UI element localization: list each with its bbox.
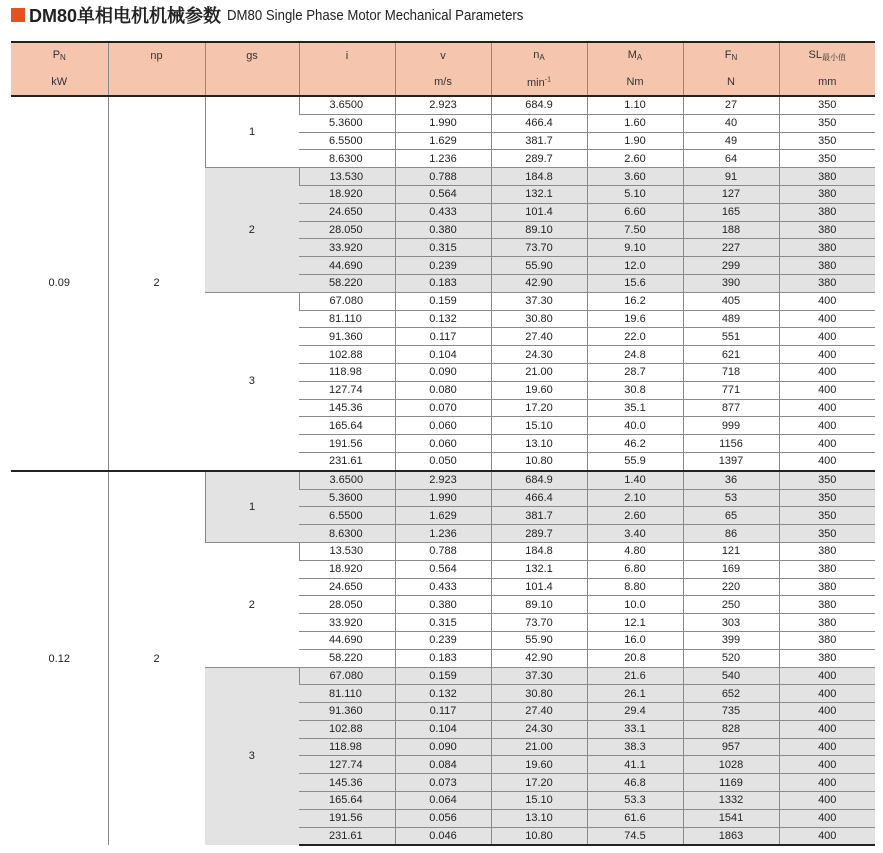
cell-sl: 400 <box>779 703 875 721</box>
cell-na: 24.30 <box>491 720 587 738</box>
cell-i: 28.050 <box>299 221 395 239</box>
cell-na: 30.80 <box>491 685 587 703</box>
cell-ma: 28.7 <box>587 363 683 381</box>
cell-ma: 16.0 <box>587 631 683 649</box>
cell-sl: 400 <box>779 417 875 435</box>
cell-fn: 65 <box>683 507 779 525</box>
cell-fn: 227 <box>683 239 779 257</box>
cell-sl: 380 <box>779 631 875 649</box>
cell-na: 184.8 <box>491 542 587 560</box>
cell-v: 0.117 <box>395 328 491 346</box>
cell-na: 73.70 <box>491 614 587 632</box>
unit-i <box>299 69 395 96</box>
cell-ma: 29.4 <box>587 703 683 721</box>
cell-i: 3.6500 <box>299 96 395 114</box>
cell-na: 466.4 <box>491 489 587 507</box>
cell-ma: 6.80 <box>587 560 683 578</box>
header-gs: gs <box>205 42 299 69</box>
unit-ma: Nm <box>587 69 683 96</box>
cell-fn: 64 <box>683 150 779 168</box>
cell-i: 33.920 <box>299 239 395 257</box>
cell-fn: 86 <box>683 525 779 543</box>
cell-i: 5.3600 <box>299 489 395 507</box>
cell-i: 231.61 <box>299 827 395 845</box>
cell-sl: 400 <box>779 827 875 845</box>
cell-v: 1.629 <box>395 132 491 150</box>
header-i: i <box>299 42 395 69</box>
cell-na: 21.00 <box>491 363 587 381</box>
cell-v: 0.239 <box>395 257 491 275</box>
cell-fn: 718 <box>683 363 779 381</box>
cell-na: 24.30 <box>491 346 587 364</box>
cell-gs: 3 <box>205 667 299 845</box>
cell-fn: 27 <box>683 96 779 114</box>
cell-i: 118.98 <box>299 363 395 381</box>
cell-sl: 350 <box>779 150 875 168</box>
cell-ma: 26.1 <box>587 685 683 703</box>
cell-v: 0.070 <box>395 399 491 417</box>
cell-sl: 380 <box>779 257 875 275</box>
cell-i: 91.360 <box>299 328 395 346</box>
cell-ma: 2.60 <box>587 507 683 525</box>
table-header <box>11 42 875 96</box>
cell-i: 165.64 <box>299 417 395 435</box>
table-row <box>11 471 875 489</box>
cell-i: 127.74 <box>299 381 395 399</box>
cell-v: 1.629 <box>395 507 491 525</box>
cell-na: 101.4 <box>491 203 587 221</box>
cell-na: 27.40 <box>491 703 587 721</box>
cell-fn: 1028 <box>683 756 779 774</box>
cell-np: 2 <box>108 96 205 471</box>
title-en: DM80 Single Phase Motor Mechanical Parameters <box>227 6 524 24</box>
cell-v: 0.056 <box>395 809 491 827</box>
cell-na: 37.30 <box>491 292 587 310</box>
cell-ma: 19.6 <box>587 310 683 328</box>
cell-i: 191.56 <box>299 435 395 453</box>
cell-na: 381.7 <box>491 507 587 525</box>
parameters-table <box>11 41 875 846</box>
cell-na: 684.9 <box>491 471 587 489</box>
cell-ma: 55.9 <box>587 452 683 470</box>
cell-fn: 169 <box>683 560 779 578</box>
cell-v: 0.090 <box>395 738 491 756</box>
cell-ma: 1.40 <box>587 471 683 489</box>
cell-sl: 400 <box>779 720 875 738</box>
cell-ma: 1.60 <box>587 114 683 132</box>
cell-ma: 46.2 <box>587 435 683 453</box>
cell-ma: 2.60 <box>587 150 683 168</box>
cell-sl: 400 <box>779 328 875 346</box>
title-marker <box>11 8 25 22</box>
cell-ma: 4.80 <box>587 542 683 560</box>
cell-na: 10.80 <box>491 452 587 470</box>
cell-fn: 771 <box>683 381 779 399</box>
cell-ma: 2.10 <box>587 489 683 507</box>
cell-sl: 380 <box>779 596 875 614</box>
unit-np <box>108 69 205 96</box>
cell-sl: 350 <box>779 471 875 489</box>
cell-v: 0.159 <box>395 292 491 310</box>
cell-pn: 0.12 <box>11 471 108 846</box>
cell-ma: 3.60 <box>587 168 683 186</box>
cell-v: 0.239 <box>395 631 491 649</box>
cell-i: 145.36 <box>299 399 395 417</box>
cell-ma: 10.0 <box>587 596 683 614</box>
cell-v: 0.104 <box>395 720 491 738</box>
cell-v: 0.788 <box>395 168 491 186</box>
cell-na: 132.1 <box>491 185 587 203</box>
cell-na: 466.4 <box>491 114 587 132</box>
cell-sl: 400 <box>779 435 875 453</box>
cell-v: 0.159 <box>395 667 491 685</box>
cell-na: 27.40 <box>491 328 587 346</box>
cell-ma: 5.10 <box>587 185 683 203</box>
cell-i: 67.080 <box>299 292 395 310</box>
cell-ma: 1.90 <box>587 132 683 150</box>
cell-v: 1.236 <box>395 525 491 543</box>
cell-i: 165.64 <box>299 792 395 810</box>
cell-i: 81.110 <box>299 310 395 328</box>
cell-fn: 1169 <box>683 774 779 792</box>
cell-i: 44.690 <box>299 631 395 649</box>
cell-i: 44.690 <box>299 257 395 275</box>
cell-ma: 3.40 <box>587 525 683 543</box>
cell-i: 24.650 <box>299 578 395 596</box>
cell-fn: 40 <box>683 114 779 132</box>
section-0 <box>11 96 875 471</box>
cell-i: 3.6500 <box>299 471 395 489</box>
section-1 <box>11 471 875 846</box>
cell-i: 8.6300 <box>299 525 395 543</box>
cell-ma: 8.80 <box>587 578 683 596</box>
cell-ma: 21.6 <box>587 667 683 685</box>
cell-i: 28.050 <box>299 596 395 614</box>
cell-v: 0.564 <box>395 185 491 203</box>
cell-sl: 400 <box>779 792 875 810</box>
cell-na: 89.10 <box>491 596 587 614</box>
cell-i: 6.5500 <box>299 132 395 150</box>
cell-na: 55.90 <box>491 257 587 275</box>
cell-ma: 61.6 <box>587 809 683 827</box>
cell-ma: 74.5 <box>587 827 683 845</box>
cell-ma: 30.8 <box>587 381 683 399</box>
cell-v: 0.788 <box>395 542 491 560</box>
cell-v: 0.132 <box>395 685 491 703</box>
cell-ma: 38.3 <box>587 738 683 756</box>
cell-i: 18.920 <box>299 185 395 203</box>
cell-ma: 33.1 <box>587 720 683 738</box>
cell-fn: 53 <box>683 489 779 507</box>
table-row <box>11 96 875 114</box>
cell-sl: 380 <box>779 542 875 560</box>
header-sl: $SL_{最小值}$ <box>779 42 875 69</box>
cell-fn: 91 <box>683 168 779 186</box>
unit-pn: kW <box>11 69 108 96</box>
cell-fn: 1156 <box>683 435 779 453</box>
cell-v: 1.990 <box>395 489 491 507</box>
cell-fn: 735 <box>683 703 779 721</box>
cell-ma: 16.2 <box>587 292 683 310</box>
cell-ma: 12.0 <box>587 257 683 275</box>
cell-i: 24.650 <box>299 203 395 221</box>
cell-fn: 303 <box>683 614 779 632</box>
cell-na: 13.10 <box>491 435 587 453</box>
cell-v: 0.060 <box>395 435 491 453</box>
cell-v: 0.380 <box>395 596 491 614</box>
cell-fn: 390 <box>683 274 779 292</box>
cell-na: 132.1 <box>491 560 587 578</box>
cell-sl: 400 <box>779 774 875 792</box>
cell-i: 127.74 <box>299 756 395 774</box>
cell-sl: 380 <box>779 649 875 667</box>
cell-v: 2.923 <box>395 96 491 114</box>
cell-na: 184.8 <box>491 168 587 186</box>
cell-na: 42.90 <box>491 649 587 667</box>
cell-sl: 380 <box>779 560 875 578</box>
cell-sl: 350 <box>779 507 875 525</box>
cell-sl: 380 <box>779 578 875 596</box>
header-na: $n_A$ <box>491 42 587 69</box>
cell-ma: 22.0 <box>587 328 683 346</box>
cell-i: 102.88 <box>299 720 395 738</box>
cell-ma: 12.1 <box>587 614 683 632</box>
cell-na: 37.30 <box>491 667 587 685</box>
cell-fn: 828 <box>683 720 779 738</box>
cell-fn: 165 <box>683 203 779 221</box>
cell-sl: 400 <box>779 738 875 756</box>
cell-sl: 380 <box>779 203 875 221</box>
cell-fn: 49 <box>683 132 779 150</box>
cell-fn: 520 <box>683 649 779 667</box>
cell-i: 231.61 <box>299 452 395 470</box>
cell-i: 13.530 <box>299 542 395 560</box>
cell-na: 17.20 <box>491 399 587 417</box>
cell-fn: 121 <box>683 542 779 560</box>
cell-sl: 400 <box>779 685 875 703</box>
cell-i: 191.56 <box>299 809 395 827</box>
cell-na: 289.7 <box>491 525 587 543</box>
cell-fn: 551 <box>683 328 779 346</box>
cell-ma: 1.10 <box>587 96 683 114</box>
cell-fn: 1863 <box>683 827 779 845</box>
cell-ma: 35.1 <box>587 399 683 417</box>
cell-na: 381.7 <box>491 132 587 150</box>
cell-fn: 299 <box>683 257 779 275</box>
cell-fn: 1397 <box>683 452 779 470</box>
unit-fn: N <box>683 69 779 96</box>
cell-i: 5.3600 <box>299 114 395 132</box>
cell-fn: 540 <box>683 667 779 685</box>
cell-sl: 380 <box>779 614 875 632</box>
unit-gs <box>205 69 299 96</box>
cell-fn: 489 <box>683 310 779 328</box>
cell-sl: 400 <box>779 292 875 310</box>
cell-na: 17.20 <box>491 774 587 792</box>
document-title <box>11 4 564 26</box>
cell-fn: 877 <box>683 399 779 417</box>
cell-ma: 20.8 <box>587 649 683 667</box>
cell-na: 10.80 <box>491 827 587 845</box>
cell-i: 118.98 <box>299 738 395 756</box>
cell-fn: 399 <box>683 631 779 649</box>
cell-i: 102.88 <box>299 346 395 364</box>
cell-fn: 188 <box>683 221 779 239</box>
cell-v: 0.564 <box>395 560 491 578</box>
cell-na: 101.4 <box>491 578 587 596</box>
cell-gs: 1 <box>205 471 299 543</box>
cell-gs: 1 <box>205 96 299 168</box>
unit-sl: mm <box>779 69 875 96</box>
cell-gs: 3 <box>205 292 299 470</box>
cell-i: 8.6300 <box>299 150 395 168</box>
cell-sl: 350 <box>779 489 875 507</box>
cell-v: 0.433 <box>395 578 491 596</box>
cell-sl: 400 <box>779 363 875 381</box>
header-v: v <box>395 42 491 69</box>
cell-na: 73.70 <box>491 239 587 257</box>
cell-sl: 380 <box>779 168 875 186</box>
cell-v: 0.084 <box>395 756 491 774</box>
cell-i: 81.110 <box>299 685 395 703</box>
cell-v: 0.046 <box>395 827 491 845</box>
cell-sl: 350 <box>779 96 875 114</box>
cell-ma: 24.8 <box>587 346 683 364</box>
cell-ma: 9.10 <box>587 239 683 257</box>
cell-v: 0.064 <box>395 792 491 810</box>
cell-na: 684.9 <box>491 96 587 114</box>
cell-sl: 400 <box>779 346 875 364</box>
cell-sl: 350 <box>779 132 875 150</box>
cell-ma: 40.0 <box>587 417 683 435</box>
unit-na: $\min^{-1}$ <box>491 69 587 96</box>
cell-fn: 1541 <box>683 809 779 827</box>
cell-na: 42.90 <box>491 274 587 292</box>
cell-ma: 41.1 <box>587 756 683 774</box>
cell-na: 19.60 <box>491 381 587 399</box>
cell-v: 0.060 <box>395 417 491 435</box>
cell-na: 21.00 <box>491 738 587 756</box>
cell-i: 145.36 <box>299 774 395 792</box>
header-ma: $M_A$ <box>587 42 683 69</box>
cell-v: 0.104 <box>395 346 491 364</box>
cell-fn: 652 <box>683 685 779 703</box>
cell-v: 0.183 <box>395 274 491 292</box>
cell-sl: 380 <box>779 221 875 239</box>
cell-na: 15.10 <box>491 792 587 810</box>
cell-v: 0.050 <box>395 452 491 470</box>
cell-na: 13.10 <box>491 809 587 827</box>
cell-v: 0.073 <box>395 774 491 792</box>
cell-sl: 350 <box>779 114 875 132</box>
cell-v: 1.236 <box>395 150 491 168</box>
cell-gs: 2 <box>205 168 299 293</box>
cell-fn: 957 <box>683 738 779 756</box>
cell-fn: 36 <box>683 471 779 489</box>
cell-v: 0.380 <box>395 221 491 239</box>
cell-v: 0.183 <box>395 649 491 667</box>
cell-i: 67.080 <box>299 667 395 685</box>
cell-fn: 127 <box>683 185 779 203</box>
cell-v: 0.132 <box>395 310 491 328</box>
cell-sl: 350 <box>779 525 875 543</box>
cell-v: 0.117 <box>395 703 491 721</box>
cell-na: 15.10 <box>491 417 587 435</box>
cell-v: 0.090 <box>395 363 491 381</box>
cell-i: 33.920 <box>299 614 395 632</box>
cell-na: 289.7 <box>491 150 587 168</box>
cell-np: 2 <box>108 471 205 846</box>
header-np: np <box>108 42 205 69</box>
cell-sl: 380 <box>779 239 875 257</box>
cell-sl: 400 <box>779 381 875 399</box>
cell-v: 0.433 <box>395 203 491 221</box>
cell-fn: 1332 <box>683 792 779 810</box>
cell-v: 2.923 <box>395 471 491 489</box>
header-pn: $P_N$ <box>11 42 108 69</box>
cell-gs: 2 <box>205 542 299 667</box>
cell-pn: 0.09 <box>11 96 108 471</box>
cell-i: 58.220 <box>299 274 395 292</box>
cell-fn: 220 <box>683 578 779 596</box>
cell-fn: 405 <box>683 292 779 310</box>
cell-i: 18.920 <box>299 560 395 578</box>
cell-ma: 6.60 <box>587 203 683 221</box>
cell-ma: 7.50 <box>587 221 683 239</box>
cell-na: 30.80 <box>491 310 587 328</box>
cell-i: 58.220 <box>299 649 395 667</box>
unit-v: m/s <box>395 69 491 96</box>
cell-ma: 15.6 <box>587 274 683 292</box>
cell-ma: 53.3 <box>587 792 683 810</box>
cell-sl: 400 <box>779 310 875 328</box>
cell-sl: 400 <box>779 667 875 685</box>
header-fn: $F_N$ <box>683 42 779 69</box>
cell-na: 55.90 <box>491 631 587 649</box>
cell-i: 91.360 <box>299 703 395 721</box>
cell-fn: 250 <box>683 596 779 614</box>
title-cn: DM80单相电机机械参数 <box>29 6 222 26</box>
cell-sl: 400 <box>779 756 875 774</box>
cell-v: 0.080 <box>395 381 491 399</box>
cell-na: 89.10 <box>491 221 587 239</box>
cell-sl: 400 <box>779 452 875 470</box>
cell-fn: 999 <box>683 417 779 435</box>
cell-sl: 380 <box>779 274 875 292</box>
cell-v: 0.315 <box>395 614 491 632</box>
cell-sl: 380 <box>779 185 875 203</box>
cell-fn: 621 <box>683 346 779 364</box>
cell-v: 0.315 <box>395 239 491 257</box>
cell-sl: 400 <box>779 399 875 417</box>
cell-v: 1.990 <box>395 114 491 132</box>
cell-i: 13.530 <box>299 168 395 186</box>
cell-i: 6.5500 <box>299 507 395 525</box>
cell-sl: 400 <box>779 809 875 827</box>
cell-ma: 46.8 <box>587 774 683 792</box>
cell-na: 19.60 <box>491 756 587 774</box>
